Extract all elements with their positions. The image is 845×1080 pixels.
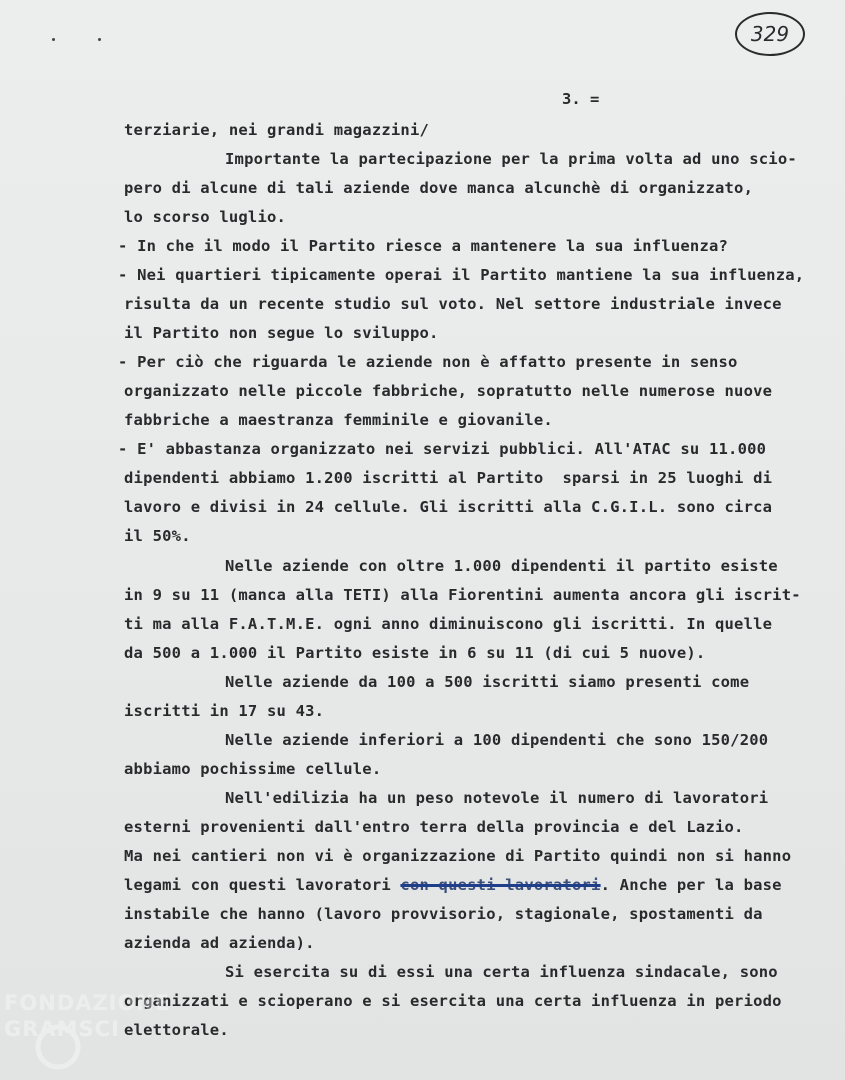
text-line: da 500 a 1.000 il Partito esiste in 6 su 11 (di cui 5 nuove). [124,644,706,662]
struck-text: con questi lavoratori [400,876,601,894]
text-line: - E' abbastanza organizzato nei servizi pubblici. All'ATAC su 11.000 [118,440,767,458]
text-line: - Per ciò che riguarda le aziende non è affatto presente in senso [118,353,738,371]
text-line: fabbriche a maestranza femminile e giovanile. [124,411,553,429]
text-line: - Nei quartieri tipicamente operai il Partito mantiene la sua influenza, [118,266,805,284]
text-line: instabile che hanno (lavoro provvisorio, stagionale, spostamenti da [124,905,763,923]
speck [98,38,101,41]
text-line: esterni provenienti dall'entro terra della provincia e del Lazio. [124,818,744,836]
watermark-text: FONDAZIONE GRAMSCI [4,991,171,1041]
text-line: organizzato nelle piccole fabbriche, sopratutto nelle numerose nuove [124,382,773,400]
speck [52,38,55,41]
text-line: azienda ad azienda). [124,934,315,952]
archive-watermark [0,985,171,1080]
text-line: abbiamo pochissime cellule. [124,760,382,778]
text-line: il 50%. [124,527,191,545]
text-line: organizzati e scioperano e si esercita una certa influenza in periodo [124,992,782,1010]
text-line: il Partito non segue lo sviluppo. [124,324,439,342]
text-line: lavoro e divisi in 24 cellule. Gli iscritti alla C.G.I.L. sono circa [124,498,773,516]
text-line: Si esercita su di essi una certa influenza sindacale, sono [225,963,778,981]
text-line: iscritti in 17 su 43. [124,702,325,720]
text-line: elettorale. [124,1021,229,1039]
text-line: Importante la partecipazione per la prima volta ad uno scio- [225,150,797,168]
text-line: terziarie, nei grandi magazzini/ [124,121,430,139]
text-line: Nelle aziende con oltre 1.000 dipendenti il partito esiste [225,557,778,575]
text-line: dipendenti abbiamo 1.200 iscritti al Partito sparsi in 25 luoghi di [124,469,773,487]
watermark-logo-icon [0,985,171,1080]
text-line: Nelle aziende da 100 a 500 iscritti siamo presenti come [225,673,750,691]
page-stamp-number: 329 [735,12,805,56]
text-line: Ma nei cantieri non vi è organizzazione di Partito quindi non si hanno [124,847,792,865]
text-line: - In che il modo il Partito riesce a mantenere la sua influenza? [118,237,729,255]
text-line-with-strikethrough [124,875,782,895]
text-line: lo scorso luglio. [124,208,287,226]
text-segment: . Anche per la base [600,876,782,894]
text-line: ti ma alla F.A.T.M.E. ogni anno diminuiscono gli iscritti. In quelle [124,615,773,633]
page-header-number: 3. = [562,90,600,108]
text-line: Nelle aziende inferiori a 100 dipendenti che sono 150/200 [225,731,769,749]
text-line: pero di alcune di tali aziende dove manca alcunchè di organizzato, [124,179,754,197]
text-segment: legami con questi lavoratori [124,876,401,894]
text-line: Nell'edilizia ha un peso notevole il numero di lavoratori [225,789,769,807]
text-line: in 9 su 11 (manca alla TETI) alla Fiorentini aumenta ancora gli iscrit- [124,586,801,604]
text-line: risulta da un recente studio sul voto. Nel settore industriale invece [124,295,782,313]
